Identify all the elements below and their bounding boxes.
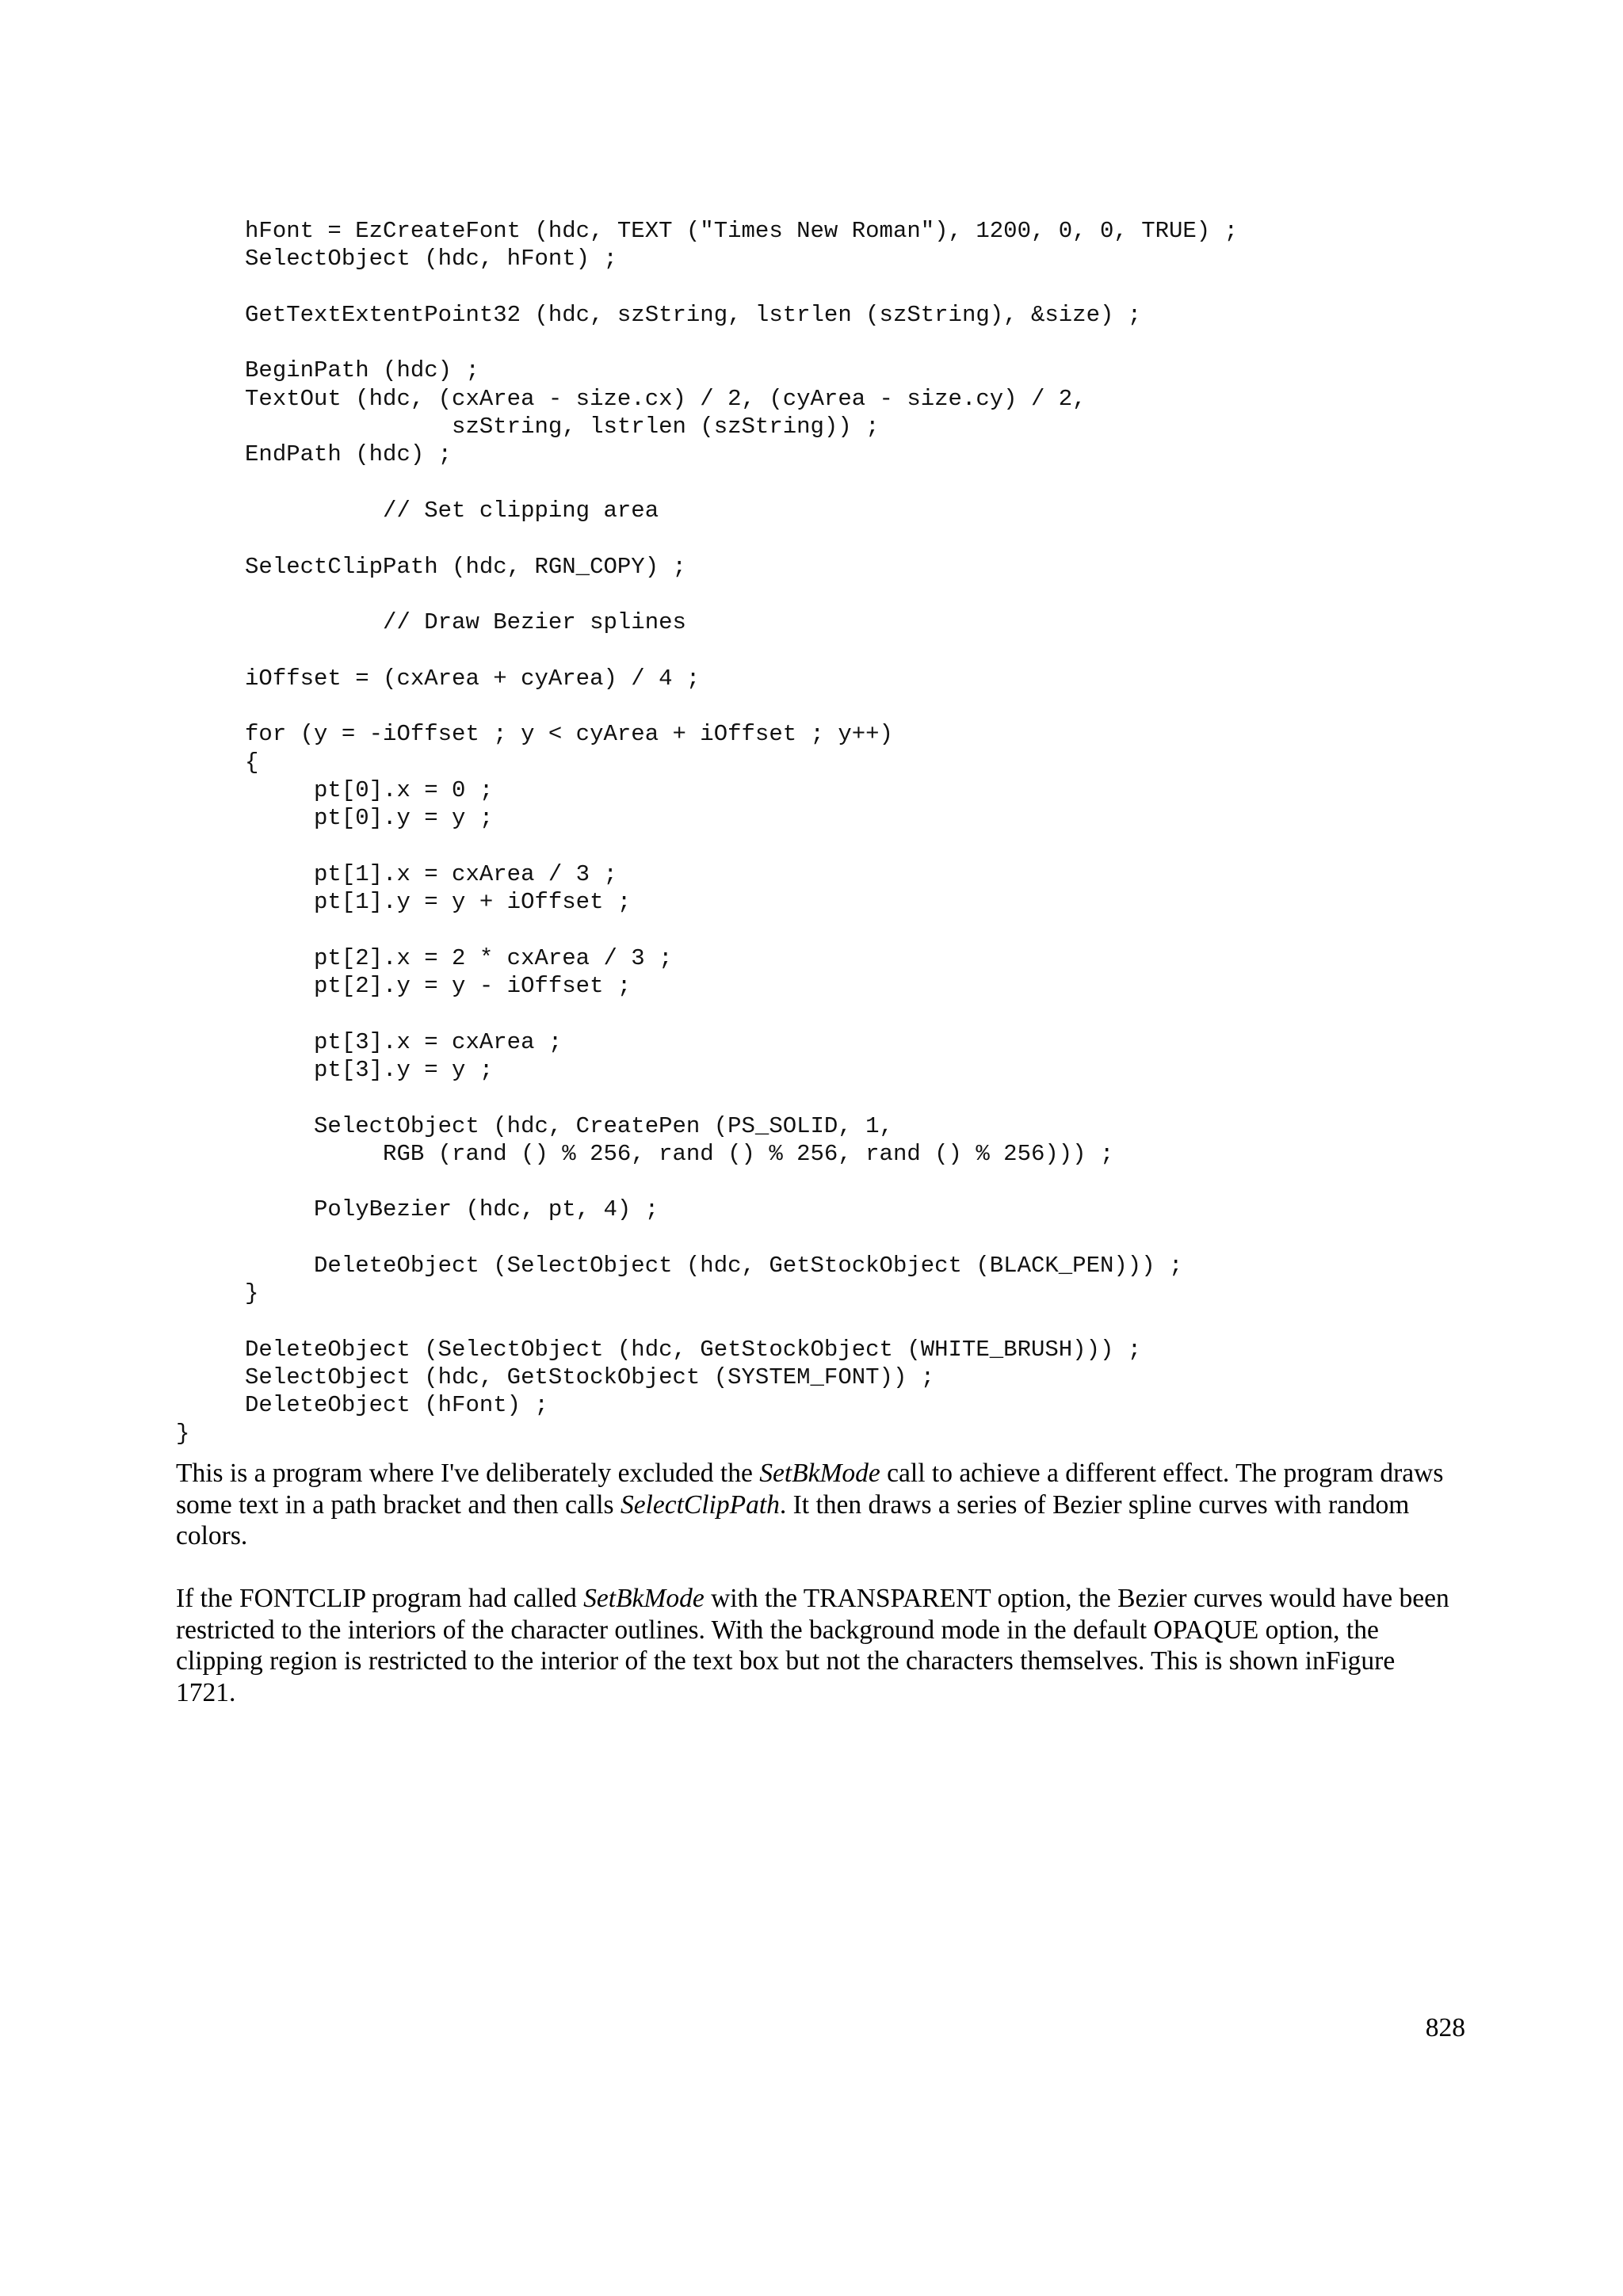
paragraph-text: call to achieve a different effect. The program draws some text in a path bracket and then calls xyxy=(176,1459,1444,1520)
paragraph-text: If the FONTCLIP program had called xyxy=(176,1584,584,1613)
code-line: DeleteObject (hFont) ; xyxy=(176,1392,548,1419)
function-name-italic: SetBkMode xyxy=(759,1459,880,1488)
code-line: PolyBezier (hdc, pt, 4) ; xyxy=(176,1196,659,1223)
function-name-italic: SelectClipPath xyxy=(620,1489,780,1520)
code-line: for (y = -iOffset ; y < cyArea + iOffset ; y++) xyxy=(176,721,893,748)
code-line: TextOut (hdc, (cxArea - size.cx) / 2, (cyArea - size.cy) / 2, xyxy=(176,385,1086,412)
code-line: SelectObject (hdc, hFont) ; xyxy=(176,246,617,273)
code-line: GetTextExtentPoint32 (hdc, szString, lstrlen (szString), &size) ; xyxy=(176,301,1142,328)
code-line: } xyxy=(176,1420,190,1447)
code-line: pt[2].y = y - iOffset ; xyxy=(176,973,632,1000)
code-line: pt[3].x = cxArea ; xyxy=(176,1028,563,1055)
code-listing xyxy=(176,217,1238,1447)
code-line: EndPath (hdc) ; xyxy=(176,441,453,468)
code-line xyxy=(176,916,1238,944)
code-line: pt[1].x = cxArea / 3 ; xyxy=(176,860,617,887)
code-line: SelectObject (hdc, CreatePen (PS_SOLID, 1, xyxy=(176,1112,893,1139)
code-line: pt[1].y = y + iOffset ; xyxy=(176,889,632,916)
code-line xyxy=(176,1224,1238,1252)
code-line xyxy=(176,636,1238,664)
code-line: iOffset = (cxArea + cyArea) / 4 ; xyxy=(176,665,701,692)
body-paragraph-2 xyxy=(176,1583,1460,1708)
code-line xyxy=(176,581,1238,608)
code-line: BeginPath (hdc) ; xyxy=(176,357,479,384)
code-line: pt[3].y = y ; xyxy=(176,1056,494,1083)
page-number: 828 xyxy=(1425,2013,1465,2042)
code-line xyxy=(176,1168,1238,1196)
code-line: pt[2].x = 2 * cxArea / 3 ; xyxy=(176,944,673,971)
code-comment: // Draw Bezier splines xyxy=(176,609,686,636)
code-line: DeleteObject (SelectObject (hdc, GetStockObject (WHITE_BRUSH))) ; xyxy=(176,1336,1142,1363)
code-line: } xyxy=(176,1280,259,1307)
code-line xyxy=(176,1084,1238,1112)
code-line xyxy=(176,1308,1238,1336)
code-line: SelectClipPath (hdc, RGN_COPY) ; xyxy=(176,553,686,580)
code-line xyxy=(176,329,1238,357)
code-line xyxy=(176,524,1238,552)
code-line: { xyxy=(176,749,259,776)
code-line xyxy=(176,273,1238,301)
body-paragraph-1 xyxy=(176,1458,1460,1552)
code-line xyxy=(176,692,1238,720)
code-line: DeleteObject (SelectObject (hdc, GetStockObject (BLACK_PEN))) ; xyxy=(176,1252,1183,1279)
code-line: RGB (rand () % 256, rand () % 256, rand () % 256))) ; xyxy=(176,1140,1114,1167)
code-line xyxy=(176,833,1238,860)
code-comment: // Set clipping area xyxy=(176,497,659,524)
code-line: pt[0].x = 0 ; xyxy=(176,776,494,803)
paragraph-text: with the TRANSPARENT option, the Bezier curves would have been restricted to the interiors of the character outlines. With the background mode in the default OPAQUE option, the clipping region is restricted to the interior of the text box but not the characters themselves. This is shown inFigure 1721. xyxy=(176,1584,1449,1707)
code-line: hFont = EzCreateFont (hdc, TEXT ("Times New Roman"), 1200, 0, 0, TRUE) ; xyxy=(176,218,1239,244)
code-line: pt[0].y = y ; xyxy=(176,805,494,832)
code-line xyxy=(176,469,1238,497)
code-line xyxy=(176,1000,1238,1028)
code-line: szString, lstrlen (szString)) ; xyxy=(176,414,880,441)
function-name-italic: SetBkMode xyxy=(583,1584,705,1613)
code-line: SelectObject (hdc, GetStockObject (SYSTEM_FONT)) ; xyxy=(176,1364,935,1391)
paragraph-text: . It then draws a series of Bezier spline curves with random colors. xyxy=(176,1489,1410,1550)
paragraph-text: This is a program where I've deliberately excluded the xyxy=(176,1459,760,1488)
